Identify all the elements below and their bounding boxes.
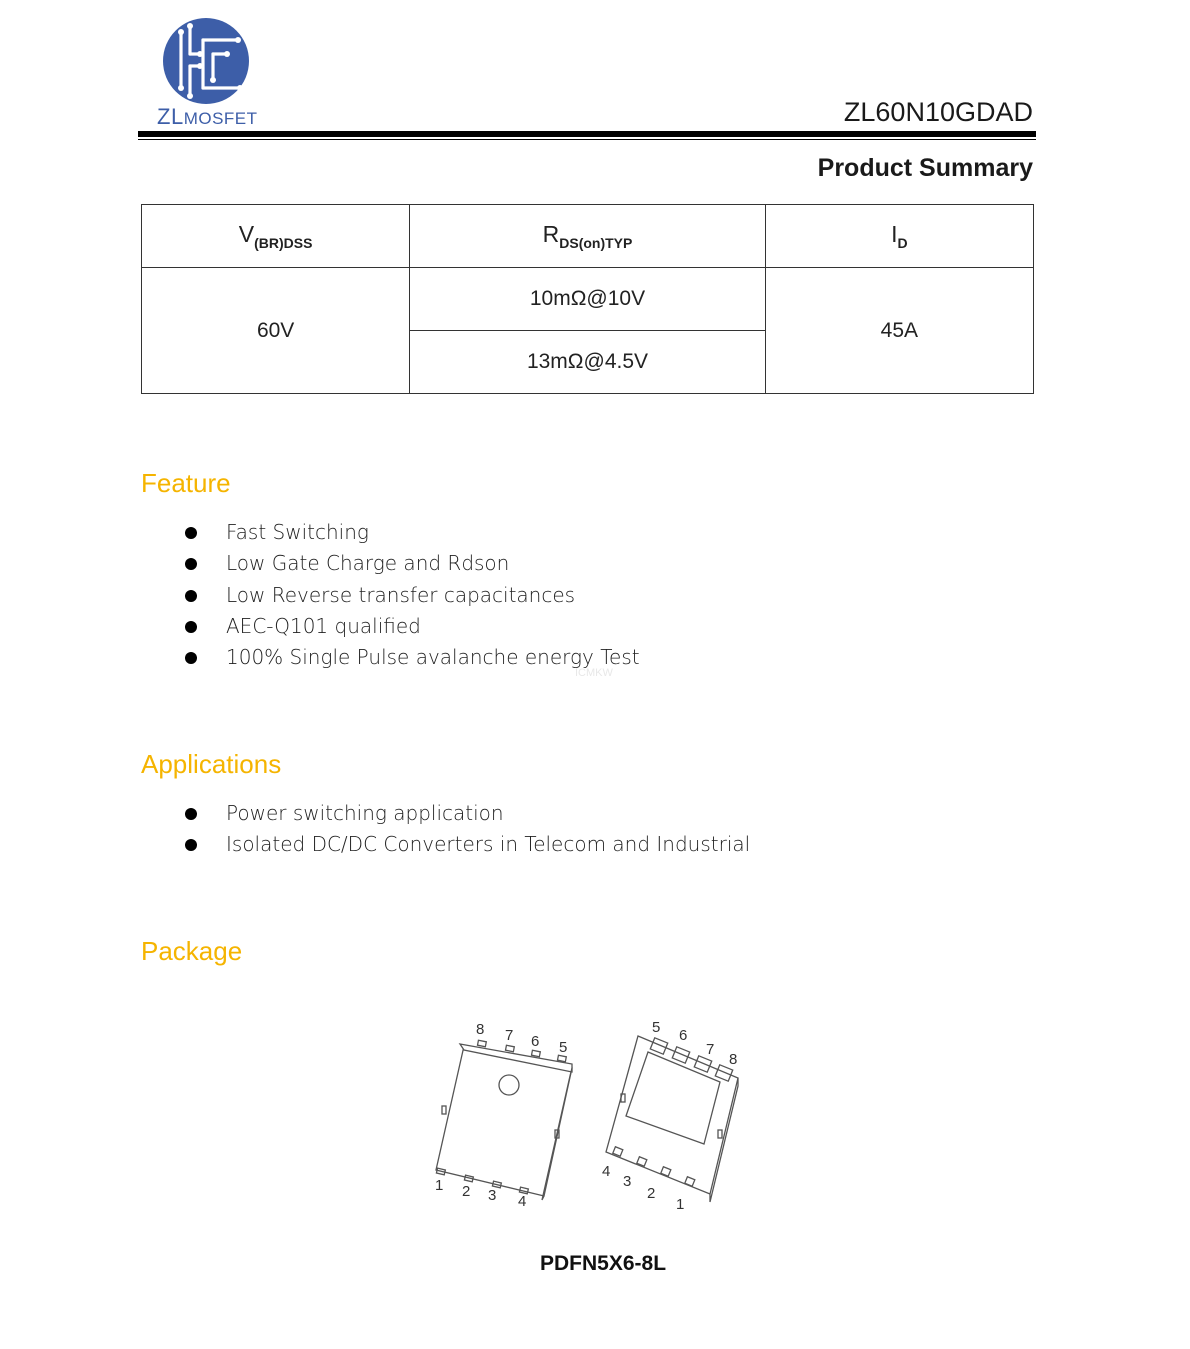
list-item [184,798,750,829]
list-item-text: Low Reverse transfer capacitances [226,582,576,607]
value-vbrdss: 60V [142,268,410,394]
pin-label: 7 [706,1041,715,1058]
value-id: 45A [765,268,1033,394]
pin-label: 4 [518,1193,527,1210]
pin-label: 8 [476,1021,485,1038]
package-label: PDFN5X6-8L [540,1252,667,1275]
bullet-icon [185,558,197,570]
list-item-text: Power switching application [226,801,504,825]
bullet-icon [185,590,197,602]
feature-list [184,517,640,673]
watermark: ICMKW [575,667,613,679]
pin-label: 4 [602,1163,611,1180]
list-item-text: Isolated DC/DC Converters in Telecom and Industrial [226,832,751,857]
list-item-text: AEC-Q101 qualified [226,613,421,638]
table-header-row [142,205,1034,268]
header-rule-thick [138,131,1036,137]
list-item [184,642,640,673]
list-item [184,829,750,860]
feature-title: Feature [141,468,231,498]
pin-label: 6 [679,1027,688,1044]
list-item-text: 100% Single Pulse avalanche energy Test [226,645,640,670]
header-rdson-main: R [542,221,560,247]
header-vbrdss-sub: (BR)DSS [254,235,313,251]
header-rdson-sub: DS(on)TYP [559,235,633,251]
bullet-icon [185,621,197,633]
pin-label: 2 [462,1183,471,1200]
applications-list [184,798,750,861]
pin-label: 5 [652,1019,661,1036]
list-item [184,548,640,579]
list-item [184,611,640,642]
bullet-icon [185,527,197,539]
list-item [184,580,640,611]
part-number: ZL60N10GDAD [843,97,1033,127]
pin-label: 8 [729,1051,738,1068]
pin-label: 6 [531,1033,540,1050]
header-vbrdss-main: V [238,221,255,247]
header-id-main: I [891,221,898,247]
header-rdson [410,205,765,268]
list-item-text: Fast Switching [226,520,369,544]
value-rdson-10v: 10mΩ@10V [410,268,765,331]
header-vbrdss [142,205,410,268]
bullet-icon [185,808,197,820]
pin-label: 3 [623,1173,632,1190]
package-drawing [420,1010,760,1220]
pin-label: 3 [488,1187,497,1204]
table-row [142,268,1034,331]
pin-label: 5 [559,1039,568,1056]
bullet-icon [185,839,197,851]
pin-label: 1 [676,1196,685,1213]
logo-text-mosfet: MOSFET [183,109,258,128]
list-item [184,517,640,548]
product-summary-table [141,204,1034,394]
pin-label: 1 [435,1177,444,1194]
applications-title: Applications [141,749,282,779]
header-id-sub: D [897,235,908,251]
value-rdson-4-5v: 13mΩ@4.5V [410,331,765,394]
list-item-text: Low Gate Charge and Rdson [226,551,510,576]
header-rule-thin [138,139,1036,140]
bullet-icon [185,652,197,664]
package-front-view [436,1040,572,1200]
logo-wordmark [157,104,258,130]
logo-text-zl: ZL [157,104,184,129]
pin-label: 2 [647,1185,656,1202]
header-id [765,205,1033,268]
product-summary-title: Product Summary [817,154,1033,182]
package-title: Package [141,936,243,966]
pin-label: 7 [505,1027,514,1044]
